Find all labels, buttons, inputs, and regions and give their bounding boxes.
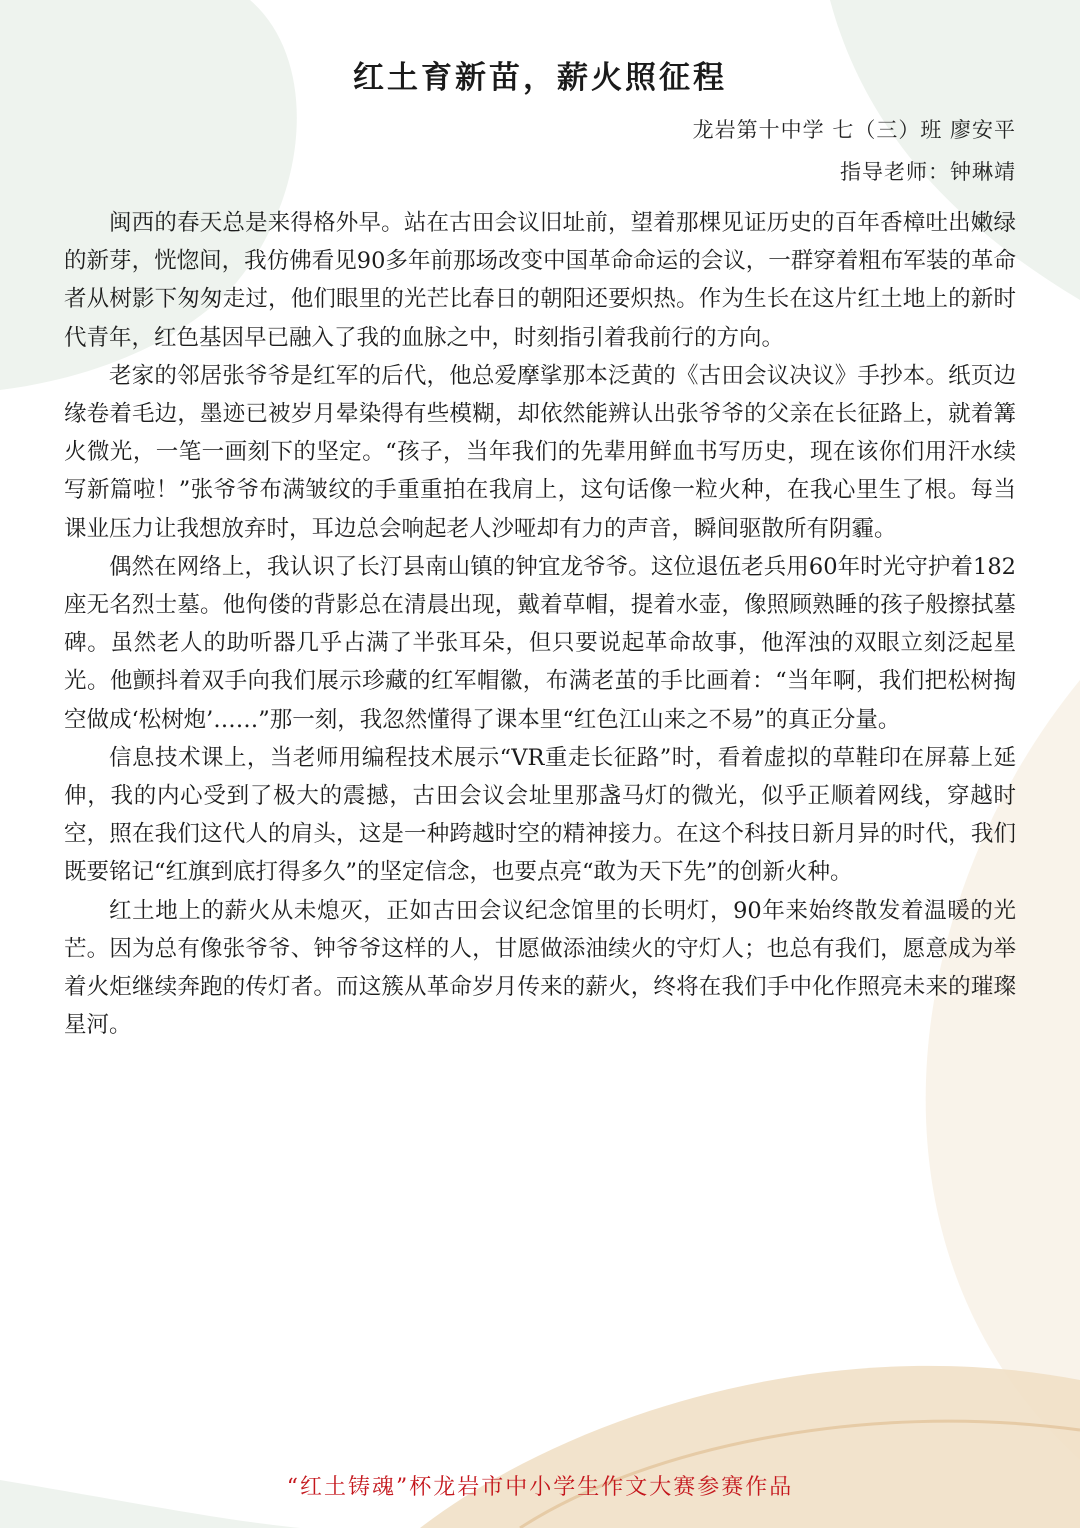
contest-footer: “红土铸魂”杯龙岩市中小学生作文大赛参赛作品 — [286, 1475, 794, 1500]
paragraph-1: 闽西的春天总是来得格外早。站在古田会议旧址前，望着那棵见证历史的百年香樟吐出嫩绿的新芽，恍惚间，我仿佛看见90多年前那场改变中国革命命运的会议，一群穿着粗布军装的革命者从树影下匆匆走过，他们眼里的光芒比春日的朝阳还要炽热。作为生长在这片红土地上的新时代青年，红色基因早已融入了我的血脉之中，时刻指引着我前行的方向。 — [64, 210, 1016, 351]
article-body — [64, 204, 1016, 1044]
author-school-class: 龙岩第十中学 七（三）班 廖安平 — [692, 118, 1016, 142]
advisor-teacher: 指导老师：钟琳靖 — [840, 160, 1016, 184]
paragraph-3: 偶然在网络上，我认识了长汀县南山镇的钟宜龙爷爷。这位退伍老兵用60年时光守护着182座无名烈士墓。他佝偻的背影总在清晨出现，戴着草帽，提着水壶，像照顾熟睡的孩子般擦拭墓碑。虽然老人的助听器几乎占满了半张耳朵，但只要说起革命故事，他浑浊的双眼立刻泛起星光。他颤抖着双手向我们展示珍藏的红军帽徽，布满老茧的手比画着：“当年啊，我们把松树掏空做成‘松树炮’……”那一刻，我忽然懂得了课本里“红色江山来之不易”的真正分量。 — [64, 553, 1016, 733]
paragraph-4: 信息技术课上，当老师用编程技术展示“VR重走长征路”时，看着虚拟的草鞋印在屏幕上延伸，我的内心受到了极大的震撼，古田会议会址里那盏马灯的微光，似乎正顺着网线，穿越时空，照在我们这代人的肩头，这是一种跨越时空的精神接力。在这个科技日新月异的时代，我们既要铭记“红旗到底打得多久”的坚定信念，也要点亮“敢为天下先”的创新火种。 — [64, 744, 1016, 886]
article-title: 红土育新苗，薪火照征程 — [353, 60, 727, 96]
paragraph-2: 老家的邻居张爷爷是红军的后代，他总爱摩挲那本泛黄的《古田会议决议》手抄本。纸页边缘卷着毛边，墨迹已被岁月晕染得有些模糊，却依然能辨认出张爷爷的父亲在长征路上，就着篝火微光，一笔一画刻下的坚定。“孩子，当年我们的先辈用鲜血书写历史，现在该你们用汗水续写新篇啦！”张爷爷布满皱纹的手重重拍在我肩上，这句话像一粒火种，在我心里生了根。每当课业压力让我想放弃时，耳边总会响起老人沙哑却有力的声音，瞬间驱散所有阴霾。 — [64, 362, 1016, 542]
paragraph-5: 红土地上的薪火从未熄灭，正如古田会议纪念馆里的长明灯，90年来始终散发着温暖的光芒。因为总有像张爷爷、钟爷爷这样的人，甘愿做添油续火的守灯人；也总有我们，愿意成为举着火炬继续奔跑的传灯者。而这簇从革命岁月传来的薪火，终将在我们手中化作照亮未来的璀璨星河。 — [64, 897, 1016, 1039]
